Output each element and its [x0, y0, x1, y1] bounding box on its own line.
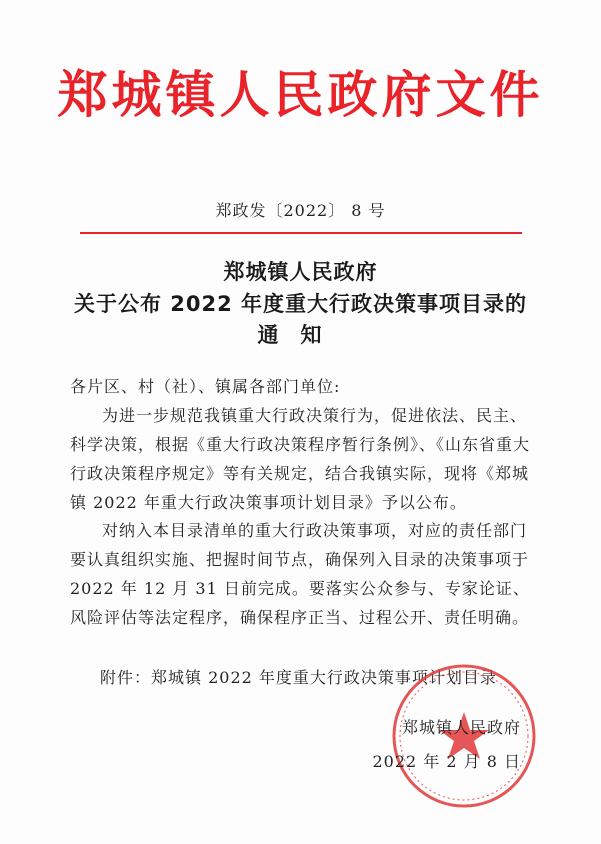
signature-organization: 郑城镇人民政府 [401, 718, 521, 737]
title-line-1: 郑城镇人民政府 [223, 260, 378, 284]
document-number: 郑政发〔2022〕 8 号 [215, 201, 386, 220]
paragraph-2: 对纳入本目录清单的重大行政决策事项，对应的责任部门要认真组织实施、把握时间节点，确保列入目录的决策事项于 2022 年 12 月 31 日前完成。要落实公众参与、专家论证、风险评估等法定程序，确保程序正当、过程公开、责任明确。 [70, 521, 530, 627]
document-header-title: 郑城镇人民政府文件 [57, 66, 544, 124]
header-divider [80, 232, 522, 234]
attachment-note: 附件：郑城镇 2022 年度重大行政决策事项计划目录 [100, 668, 497, 687]
title-line-2: 关于公布 2022 年度重大行政决策事项目录的 [73, 292, 528, 316]
paragraph-1: 为进一步规范我镇重大行政决策行为，促进依法、民主、科学决策，根据《重大行政决策程序暂行条例》、《山东省重大行政决策程序规定》等有关规定，结合我镇实际，现将《郑城镇 2022 年重大行政决策事项计划目录》予以公布。 [70, 406, 531, 512]
salutation: 各片区、村（社）、镇属各部门单位: [70, 377, 341, 396]
title-line-3: 通知 [257, 323, 344, 347]
signature-date: 2022 年 2 月 8 日 [372, 752, 521, 771]
